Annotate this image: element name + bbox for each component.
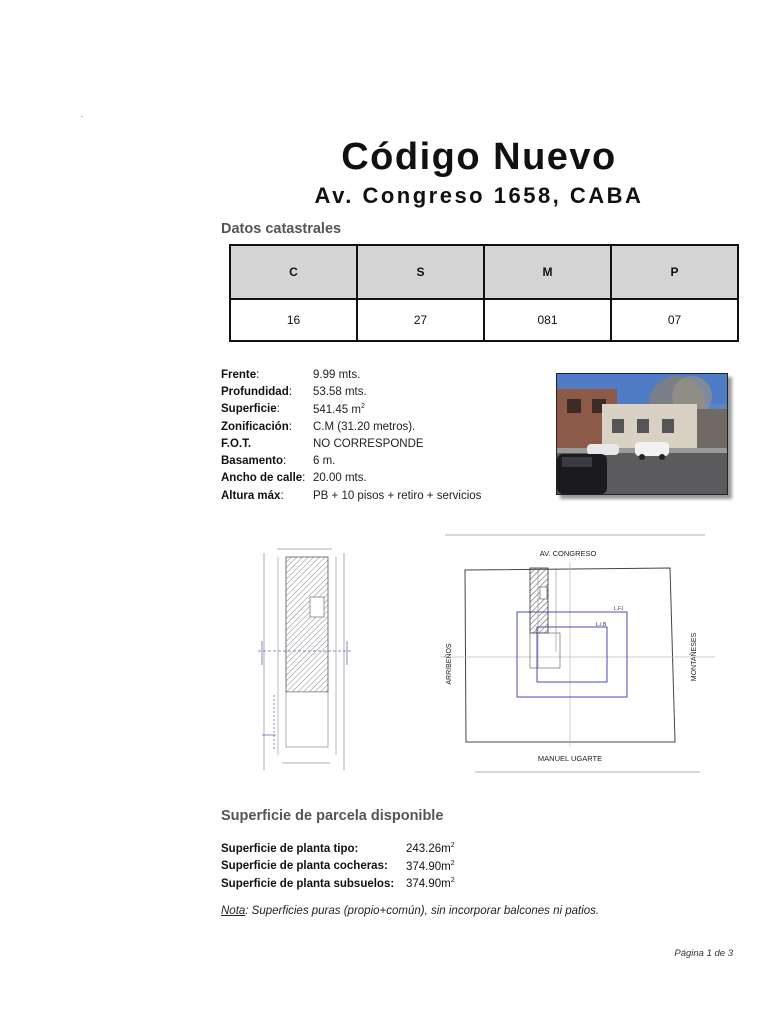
street-label-east: MONTAÑESES — [691, 632, 698, 682]
page-title: Código Nuevo — [341, 136, 617, 178]
property-label — [221, 438, 313, 450]
surface-value-wrap — [406, 877, 455, 890]
property-label — [221, 369, 313, 381]
property-value: 53.58 mts. — [313, 385, 367, 398]
surface-label: Superficie de planta subsuelos: — [221, 877, 395, 890]
property-label-text: Basamento — [221, 455, 283, 468]
note-text: : Superficies puras (propio+común), sin incorporar balcones ni patios. — [245, 905, 600, 917]
surface-value-wrap — [406, 842, 455, 855]
note-label: Nota — [221, 905, 246, 917]
street-photo-illustration — [557, 374, 727, 494]
table-cell: 081 — [484, 299, 611, 341]
superscript: 2 — [450, 859, 455, 867]
property-label — [221, 403, 313, 415]
parcel-plan-drawing — [252, 545, 362, 773]
property-value: 6 m. — [313, 455, 336, 468]
property-label-text: Altura máx — [221, 489, 281, 502]
property-row — [221, 435, 481, 452]
page-number: Página 1 de 3 — [674, 948, 733, 959]
property-separator: : — [256, 368, 260, 381]
property-row — [221, 401, 481, 418]
property-value: 9.99 mts. — [313, 368, 361, 381]
table-header-row — [230, 245, 738, 299]
line-label-lf: L.F.I — [614, 606, 624, 612]
property-row — [221, 418, 481, 435]
building-photo — [556, 373, 728, 495]
table-row — [230, 299, 738, 341]
property-separator: : — [280, 489, 284, 502]
surface-note — [221, 905, 599, 917]
property-value: NO CORRESPONDE — [313, 437, 424, 450]
property-label — [221, 386, 313, 398]
property-label — [221, 421, 313, 433]
surface-label: Superficie de planta cocheras: — [221, 860, 388, 873]
surface-list — [221, 840, 455, 893]
table-header-cell: S — [357, 245, 484, 299]
property-label-text: Profundidad — [221, 385, 289, 398]
surface-row — [221, 840, 455, 858]
table-cell: 16 — [230, 299, 357, 341]
superscript: 2 — [450, 877, 455, 885]
property-label-text: Superficie — [221, 403, 277, 416]
property-label-text: Ancho de calle — [221, 472, 303, 485]
site-map-drawing — [430, 532, 715, 777]
surface-value: 374.90m — [406, 878, 451, 891]
street-label-north: AV. CONGRESO — [539, 549, 597, 558]
surface-row — [221, 875, 455, 893]
catastral-table — [229, 244, 739, 342]
property-label — [221, 472, 313, 484]
street-label-west: ARRIBEÑOS — [446, 643, 453, 685]
property-separator: : — [288, 420, 292, 433]
property-label — [221, 455, 313, 467]
line-label-lb: L.I.B — [596, 622, 607, 628]
superscript: 2 — [450, 842, 455, 850]
table-header-cell: P — [611, 245, 738, 299]
property-value: 20.00 mts. — [313, 472, 367, 485]
superscript: 2 — [360, 402, 365, 410]
table-cell: 07 — [611, 299, 738, 341]
property-row — [221, 487, 481, 504]
surface-value: 374.90m — [406, 860, 451, 873]
catastral-section-title: Datos catastrales — [221, 221, 342, 237]
street-label-south: MANUEL UGARTE — [537, 754, 603, 763]
surface-value-wrap — [406, 860, 455, 873]
property-value: C.M (31.20 metros). — [313, 420, 416, 433]
property-label-text: Zonificación — [221, 420, 289, 433]
property-value-wrap — [313, 403, 365, 416]
surface-section-title: Superficie de parcela disponible — [221, 808, 444, 824]
stray-mark — [81, 116, 83, 117]
property-value: PB + 10 pisos + retiro + servicios — [313, 489, 482, 502]
surface-value: 243.26m — [406, 843, 451, 856]
property-separator: : — [288, 385, 292, 398]
property-label-text: F.O.T. — [221, 437, 252, 450]
surface-label: Superficie de planta tipo: — [221, 842, 359, 855]
property-label-text: Frente — [221, 368, 257, 381]
property-value: 541.45 m — [313, 403, 361, 416]
table-cell: 27 — [357, 299, 484, 341]
table-header-cell: C — [230, 245, 357, 299]
property-row — [221, 452, 481, 469]
property-separator: : — [276, 403, 280, 416]
property-separator: : — [302, 472, 306, 485]
property-row — [221, 366, 481, 383]
table-header-cell: M — [484, 245, 611, 299]
property-label — [221, 490, 313, 502]
property-row — [221, 383, 481, 400]
page-subtitle: Av. Congreso 1658, CABA — [314, 183, 644, 208]
property-separator: : — [283, 455, 287, 468]
surface-row — [221, 858, 455, 876]
property-row — [221, 470, 481, 487]
property-list — [221, 366, 481, 504]
